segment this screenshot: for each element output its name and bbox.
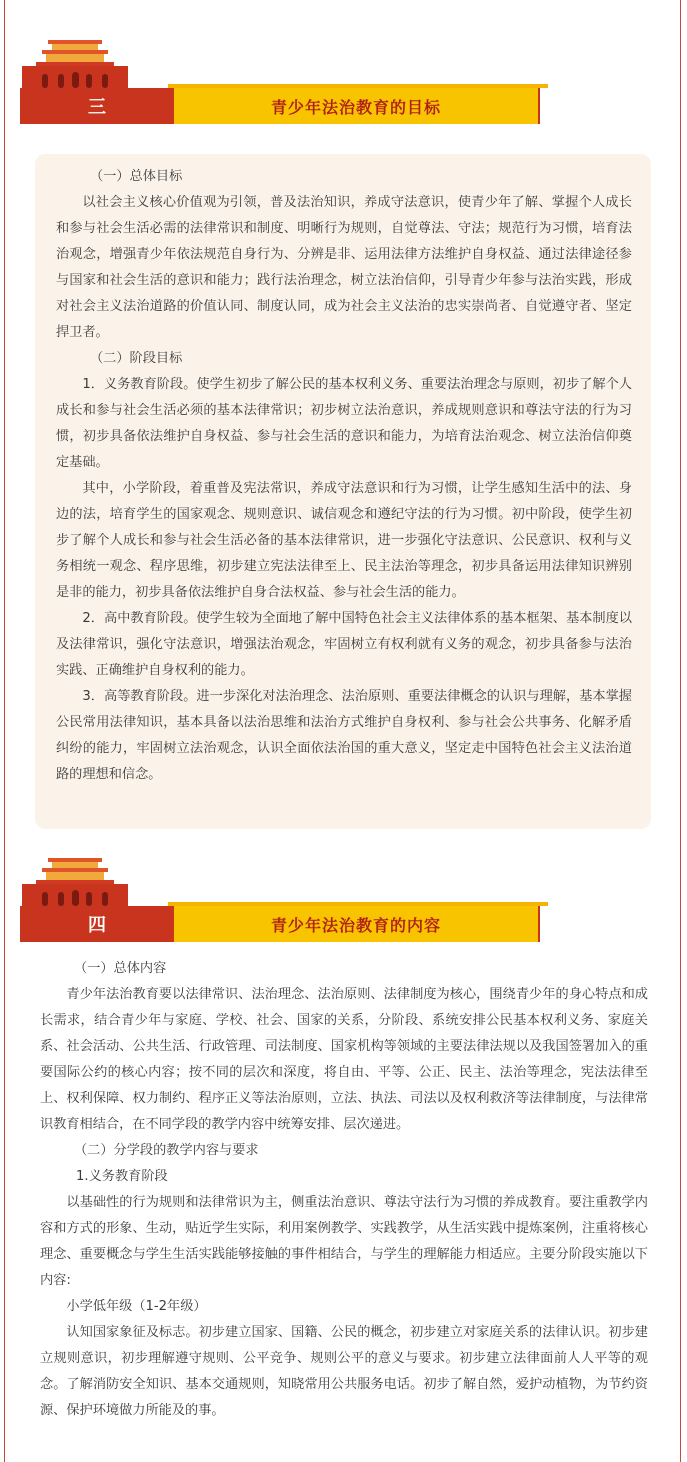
paragraph: 2．高中教育阶段。使学生较为全面地了解中国特色社会主义法律体系的基本框架、基本制度以及法律常识，强化守法意识，增强法治观念，牢固树立有权利就有义务的观念，初步具备参与法治实践、正确维护自身权利的能力。 [56,611,632,678]
section-number: 四 [88,915,106,936]
section-header-goals [20,38,550,122]
subheading-stage-content: （二）分学段的教学内容与要求 [74,1143,259,1158]
paragraph: 青少年法治教育要以法律常识、法治理念、法治原则、法律制度为核心，围绕青少年的身心特点和成长需求，结合青少年与家庭、学校、社会、国家的关系，分阶段、系统安排公民基本权利义务、家庭关系、社会活动、公共生活、行政管理、司法制度、国家机构等领域的主要法律法规以及我国签署加入的重要国际公约的核心内容；按不同的层次和深度，将自由、平等、公正、民主、法治等理念，宪法法律至上、权利保障、权力制约、程序正义等法治原则，立法、执法、司法以及权利救济等法律制度，与法律常识教育相结合，在不同学段的教学内容中统筹安排、层次递进。 [40,987,648,1132]
subheading-overall-goal: （一）总体目标 [90,169,183,184]
section-number: 三 [88,97,106,118]
tiananmen-gate-icon [20,856,130,906]
section-header-content [20,856,550,940]
subheading-primary-lower-grades: 小学低年级（1-2年级） [66,1299,207,1314]
paragraph: 3．高等教育阶段。进一步深化对法治理念、法治原则、重要法律概念的认识与理解，基本掌握公民常用法律知识，基本具备以法治思维和法治方式维护自身权利、参与社会公共事务、化解矛盾纠纷的能力，牢固树立法治观念，认识全面依法治国的重大意义，坚定走中国特色社会主义法治道路的理想和信念。 [56,689,632,782]
right-border [680,0,681,1462]
subheading-compulsory-education: 1.义务教育阶段 [76,1169,168,1184]
content-body [40,956,648,1424]
left-border [4,0,5,1462]
section-title: 青少年法治教育的内容 [174,906,538,942]
section-title: 青少年法治教育的目标 [174,88,538,124]
paragraph: 1．义务教育阶段。使学生初步了解公民的基本权利义务、重要法治理念与原则，初步了解个人成长和参与社会生活必须的基本法律常识；初步树立法治意识，养成规则意识和尊法守法的行为习惯，初步具备依法维护自身权益、参与社会生活的意识和能力，为培育法治观念、树立法治信仰奠定基础。 [56,377,632,470]
goals-content [56,164,632,788]
subheading-overall-content: （一）总体内容 [74,961,167,976]
paragraph: 其中，小学阶段，着重普及宪法常识，养成守法意识和行为习惯，让学生感知生活中的法、身边的法，培育学生的国家观念、规则意识、诚信观念和遵纪守法的行为习惯。初中阶段，使学生初步了解个人成长和参与社会生活必备的基本法律常识，进一步强化守法意识、公民意识、权利与义务相统一观念、程序思维，初步建立宪法法律至上、民主法治等理念，初步具备运用法律知识辨别是非的能力，初步具备依法维护自身合法权益、参与社会生活的能力。 [56,481,632,600]
tiananmen-gate-icon [20,38,130,88]
paragraph: 认知国家象征及标志。初步建立国家、国籍、公民的概念，初步建立对家庭关系的法律认识。初步建立规则意识，初步理解遵守规则、公平竞争、规则公平的意义与要求。初步建立法律面前人人平等的观念。了解消防安全知识、基本交通规则，知晓常用公共服务电话。初步了解自然，爱护动植物，为节约资源、保护环境做力所能及的事。 [40,1325,648,1418]
paragraph: 以基础性的行为规则和法律常识为主，侧重法治意识、尊法守法行为习惯的养成教育。要注重教学内容和方式的形象、生动，贴近学生实际，利用案例教学、实践教学，从生活实践中提炼案例，注重将核心理念、重要概念与学生生活实践能够接触的事件相结合，与学生的理解能力相适应。主要分阶段实施以下内容: [40,1195,648,1288]
paragraph: 以社会主义核心价值观为引领，普及法治知识，养成守法意识，使青少年了解、掌握个人成长和参与社会生活必需的法律常识和制度、明晰行为规则，自觉尊法、守法；规范行为习惯，培育法治观念，增强青少年依法规范自身行为、分辨是非、运用法律方法维护自身权益、通过法律途径参与国家和社会生活的意识和能力；践行法治理念，树立法治信仰，引导青少年参与法治实践，形成对社会主义法治道路的价值认同、制度认同，成为社会主义法治的忠实崇尚者、自觉遵守者、坚定捍卫者。 [56,195,632,340]
subheading-stage-goal: （二）阶段目标 [90,351,183,366]
